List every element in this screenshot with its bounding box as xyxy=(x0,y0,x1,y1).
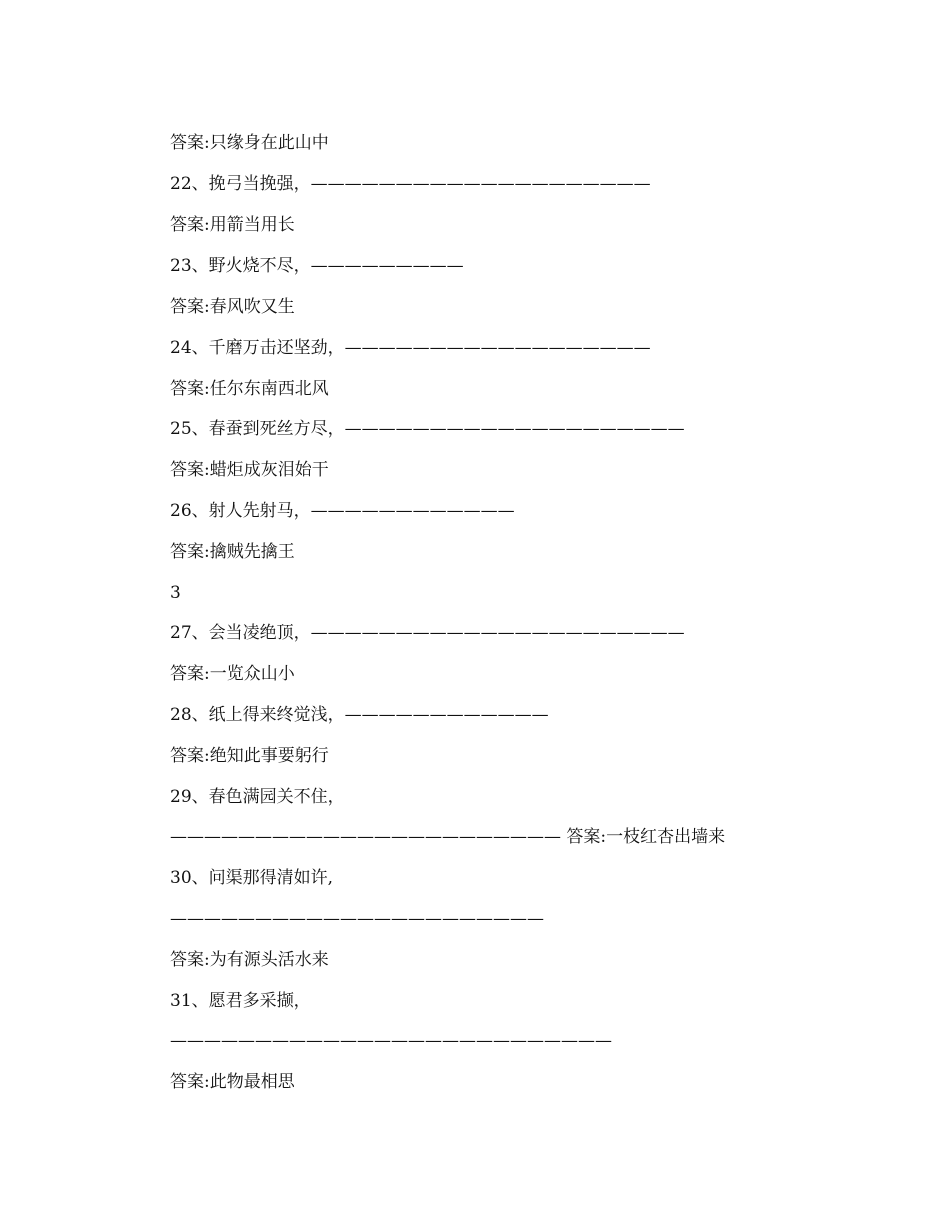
question-line: 27、会当凌绝顶，—————————————————————— xyxy=(170,623,685,643)
question-line: 25、春蚕到死丝方尽，———————————————————— xyxy=(170,419,685,439)
answer-line: 答案:此物最相思 xyxy=(170,1072,295,1092)
blank-line: —————————————————————— xyxy=(170,909,544,929)
blank-with-answer-line: ——————————————————————— 答案:一枝红杏出墙来 xyxy=(170,827,726,847)
blank-line: —————————————————————————— xyxy=(170,1031,612,1051)
answer-line: 答案:春风吹又生 xyxy=(170,297,295,317)
answer-line: 答案:一览众山小 xyxy=(170,664,295,684)
question-line: 30、问渠那得清如许, xyxy=(170,868,334,888)
answer-line: 答案:绝知此事要躬行 xyxy=(170,746,329,766)
answer-line: 答案:为有源头活水来 xyxy=(170,950,329,970)
question-line: 29、春色满园关不住， xyxy=(170,787,345,807)
answer-line: 答案:只缘身在此山中 xyxy=(170,133,329,153)
question-line: 31、愿君多采撷， xyxy=(170,991,311,1011)
answer-line: 答案:任尔东南西北风 xyxy=(170,379,329,399)
question-line: 24、千磨万击还坚劲，—————————————————— xyxy=(170,338,651,358)
page-number: 3 xyxy=(170,583,181,603)
question-line: 23、野火烧不尽，————————— xyxy=(170,256,464,276)
answer-line: 答案:擒贼先擒王 xyxy=(170,542,295,562)
answer-line: 答案:用箭当用长 xyxy=(170,215,295,235)
question-line: 28、纸上得来终觉浅，———————————— xyxy=(170,705,549,725)
question-line: 22、挽弓当挽强，———————————————————— xyxy=(170,174,651,194)
answer-line: 答案:蜡炬成灰泪始干 xyxy=(170,460,329,480)
question-line: 26、射人先射马，———————————— xyxy=(170,501,515,521)
